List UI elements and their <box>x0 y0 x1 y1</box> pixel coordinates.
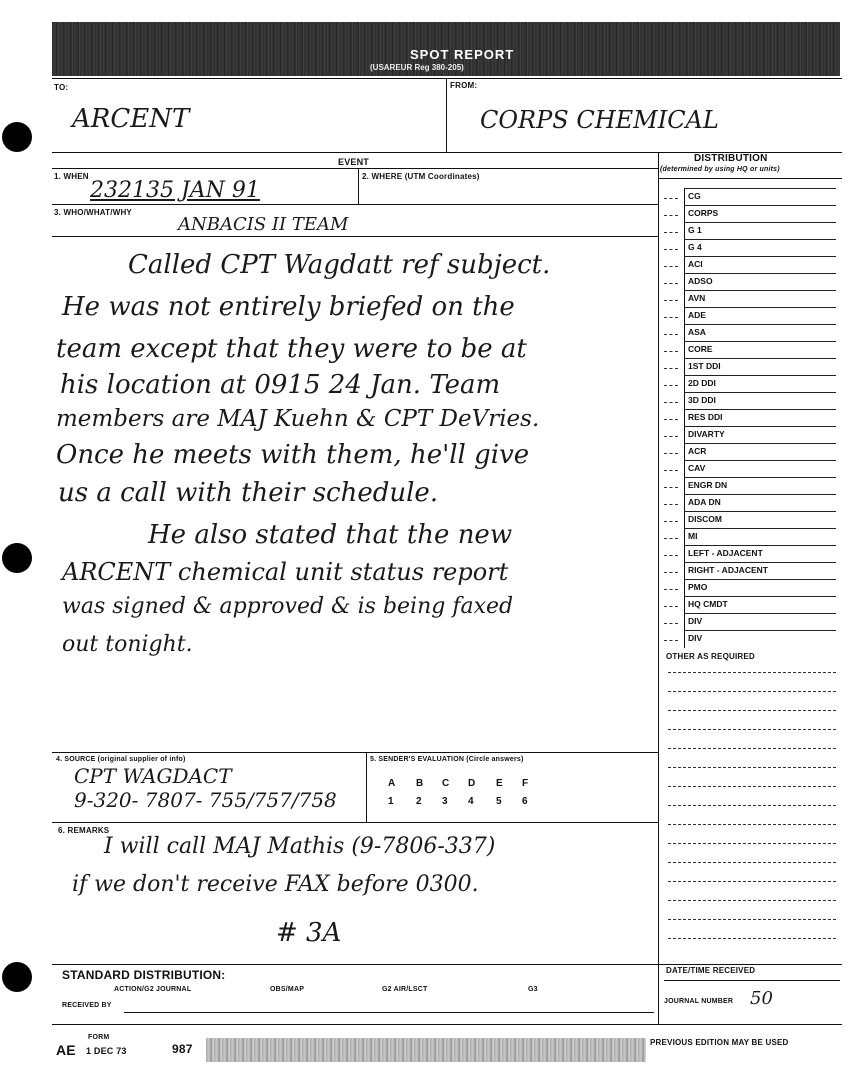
remarks-line1: I will call MAJ Mathis (9-7806-337) <box>104 834 496 859</box>
distribution-item: ADSO <box>688 276 713 286</box>
header-title: SPOT REPORT <box>410 47 515 62</box>
distribution-rule <box>684 494 836 495</box>
distribution-item: 3D DDI <box>688 395 716 405</box>
distribution-check-slot[interactable] <box>664 487 678 488</box>
distribution-item: ENGR DN <box>688 480 728 490</box>
grade-number[interactable]: 2 <box>416 796 422 807</box>
footer-noise <box>206 1038 646 1062</box>
distribution-item: MI <box>688 531 698 541</box>
narrative-line: was signed & approved & is being faxed <box>62 594 514 619</box>
distribution-rule <box>684 290 836 291</box>
distribution-rule <box>684 273 836 274</box>
grade-letter[interactable]: C <box>442 778 450 789</box>
who-value: ANBACIS II TEAM <box>178 214 349 235</box>
distribution-check-slot[interactable] <box>664 232 678 233</box>
source-line2: 9-320- 7807- 755/757/758 <box>74 788 337 812</box>
distribution-check-slot[interactable] <box>664 317 678 318</box>
distribution-check-slot[interactable] <box>664 419 678 420</box>
distribution-check-slot[interactable] <box>664 589 678 590</box>
distribution-item: ADE <box>688 310 706 320</box>
distribution-check-slot[interactable] <box>664 249 678 250</box>
blank-line <box>668 748 836 749</box>
narrative-line: Once he meets with them, he'll give <box>56 440 530 470</box>
from-label: FROM: <box>450 81 478 90</box>
received-by-label: RECEIVED BY <box>62 1002 112 1009</box>
when-label: 1. WHEN <box>54 172 89 181</box>
distribution-rule <box>684 562 836 563</box>
journal-number-label: JOURNAL NUMBER <box>664 998 734 1005</box>
distribution-rule <box>684 409 836 410</box>
distribution-check-slot[interactable] <box>664 215 678 216</box>
punch-hole <box>2 122 32 152</box>
source-line1: CPT WAGDACT <box>74 764 232 788</box>
grade-number[interactable]: 6 <box>522 796 528 807</box>
distribution-list <box>660 188 842 650</box>
distribution-rule <box>684 341 836 342</box>
evaluation-label: 5. SENDER'S EVALUATION (Circle answers) <box>370 756 524 763</box>
punch-hole <box>2 962 32 992</box>
distribution-check-slot[interactable] <box>664 572 678 573</box>
distribution-rule <box>684 392 836 393</box>
form-label: FORM <box>88 1034 110 1041</box>
distribution-item: RES DDI <box>688 412 723 422</box>
previous-edition-label: PREVIOUS EDITION MAY BE USED <box>650 1038 789 1047</box>
when-value: 232135 JAN 91 <box>90 178 260 203</box>
blank-line <box>668 710 836 711</box>
distribution-rule <box>684 256 836 257</box>
distribution-check-slot[interactable] <box>664 453 678 454</box>
distribution-rule <box>684 375 836 376</box>
footer-g3: G3 <box>528 986 538 993</box>
distribution-check-slot[interactable] <box>664 640 678 641</box>
distribution-item: 1ST DDI <box>688 361 721 371</box>
distribution-rule <box>684 324 836 325</box>
grade-number[interactable]: 5 <box>496 796 502 807</box>
who-label: 3. WHO/WHAT/WHY <box>54 208 132 217</box>
blank-line <box>668 672 836 673</box>
distribution-item: G 4 <box>688 242 702 252</box>
distribution-rule <box>684 511 836 512</box>
distribution-rule <box>684 545 836 546</box>
form-date: 1 DEC 73 <box>86 1046 127 1056</box>
distribution-check-slot[interactable] <box>664 606 678 607</box>
blank-line <box>668 767 836 768</box>
grade-letter[interactable]: A <box>388 778 396 789</box>
grade-letter[interactable]: D <box>468 778 476 789</box>
distribution-item: PMO <box>688 582 708 592</box>
distribution-rule <box>684 613 836 614</box>
other-as-required: OTHER AS REQUIRED <box>666 652 755 661</box>
grade-number[interactable]: 1 <box>388 796 394 807</box>
distribution-item: DIV <box>688 616 703 626</box>
blank-line <box>668 691 836 692</box>
footer-obs: OBS/MAP <box>270 986 305 993</box>
distribution-check-slot[interactable] <box>664 385 678 386</box>
grade-number[interactable]: 3 <box>442 796 448 807</box>
distribution-rule <box>684 426 836 427</box>
blank-line <box>668 843 836 844</box>
narrative-line: his location at 0915 24 Jan. Team <box>60 370 501 400</box>
remarks-number: # 3A <box>276 918 342 948</box>
blank-line <box>668 786 836 787</box>
distribution-item: HQ CMDT <box>688 599 728 609</box>
distribution-item: RIGHT - ADJACENT <box>688 565 768 575</box>
distribution-item: LEFT - ADJACENT <box>688 548 763 558</box>
remarks-line2: if we don't receive FAX before 0300. <box>72 872 479 897</box>
distribution-rule <box>684 528 836 529</box>
form-prefix: AE <box>56 1042 76 1058</box>
distribution-item: CAV <box>688 463 706 473</box>
form-number: 987 <box>172 1042 193 1056</box>
blank-line <box>668 862 836 863</box>
distribution-check-slot[interactable] <box>664 402 678 403</box>
grade-number[interactable]: 4 <box>468 796 474 807</box>
distribution-item: 2D DDI <box>688 378 716 388</box>
distribution-check-slot[interactable] <box>664 538 678 539</box>
distribution-check-slot[interactable] <box>664 283 678 284</box>
narrative-line: out tonight. <box>62 632 193 657</box>
narrative-line: ARCENT chemical unit status report <box>62 558 509 586</box>
distribution-item: DISCOM <box>688 514 722 524</box>
distribution-item: CORPS <box>688 208 719 218</box>
remarks-label: 6. REMARKS <box>58 826 110 835</box>
to-label: TO: <box>54 83 69 92</box>
blank-line <box>668 938 836 939</box>
distribution-item: AVN <box>688 293 706 303</box>
blank-line <box>668 805 836 806</box>
distribution-check-slot[interactable] <box>664 470 678 471</box>
narrative-line: He was not entirely briefed on the <box>62 292 515 322</box>
distribution-item: ASA <box>688 327 706 337</box>
distribution-rule <box>684 205 836 206</box>
distribution-item: DIVARTY <box>688 429 725 439</box>
narrative-line: us a call with their schedule. <box>58 478 439 508</box>
distribution-rule <box>684 596 836 597</box>
distribution-item: G 1 <box>688 225 702 235</box>
source-label: 4. SOURCE (original supplier of info) <box>56 756 186 763</box>
event-label: EVENT <box>338 157 370 167</box>
distribution-item: ADA DN <box>688 497 721 507</box>
distribution-check-slot[interactable] <box>664 555 678 556</box>
blank-line <box>668 881 836 882</box>
other-lines <box>668 672 838 962</box>
header-regulation: (USAREUR Reg 380-205) <box>370 63 464 72</box>
distribution-check-slot[interactable] <box>664 368 678 369</box>
footer-action: ACTION/G2 JOURNAL <box>114 986 192 993</box>
grade-letter[interactable]: F <box>522 778 529 789</box>
distribution-check-slot[interactable] <box>664 334 678 335</box>
distribution-rule <box>684 630 836 631</box>
distribution-check-slot[interactable] <box>664 300 678 301</box>
distribution-rule <box>684 222 836 223</box>
distribution-item: ACR <box>688 446 707 456</box>
distribution-check-slot[interactable] <box>664 198 678 199</box>
journal-number-value: 50 <box>750 988 773 1009</box>
distribution-rule <box>684 443 836 444</box>
distribution-item: CORE <box>688 344 713 354</box>
from-value: CORPS CHEMICAL <box>480 106 719 134</box>
footer-g2: G2 AIR/LSCT <box>382 986 428 993</box>
distribution-rule <box>684 307 836 308</box>
narrative-line: Called CPT Wagdatt ref subject. <box>128 250 551 280</box>
distribution-item: ACI <box>688 259 703 269</box>
distribution-item: CG <box>688 191 701 201</box>
distribution-check-slot[interactable] <box>664 351 678 352</box>
distribution-subtitle: (determined by using HQ or units) <box>660 166 780 173</box>
datetime-received-label: DATE/TIME RECEIVED <box>666 966 756 975</box>
distribution-check-slot[interactable] <box>664 623 678 624</box>
blank-line <box>668 729 836 730</box>
blank-line <box>668 919 836 920</box>
grade-letter[interactable]: E <box>496 778 503 789</box>
distribution-rule <box>684 460 836 461</box>
distribution-rule <box>684 188 836 189</box>
distribution-rule <box>684 579 836 580</box>
distribution-rule <box>684 477 836 478</box>
where-label: 2. WHERE (UTM Coordinates) <box>362 172 480 181</box>
distribution-rule <box>684 358 836 359</box>
punch-hole <box>2 543 32 573</box>
narrative-line: He also stated that the new <box>148 520 513 550</box>
distribution-check-slot[interactable] <box>664 436 678 437</box>
distribution-item: DIV <box>688 633 703 643</box>
distribution-check-slot[interactable] <box>664 521 678 522</box>
blank-line <box>668 900 836 901</box>
narrative-line: members are MAJ Kuehn & CPT DeVries. <box>56 406 540 432</box>
distribution-check-slot[interactable] <box>664 504 678 505</box>
distribution-title: DISTRIBUTION <box>694 153 768 164</box>
grade-letter[interactable]: B <box>416 778 424 789</box>
blank-line <box>668 824 836 825</box>
to-value: ARCENT <box>72 104 190 134</box>
narrative-line: team except that they were to be at <box>56 334 527 364</box>
distribution-rule <box>684 239 836 240</box>
standard-distribution-label: STANDARD DISTRIBUTION: <box>62 968 226 982</box>
distribution-check-slot[interactable] <box>664 266 678 267</box>
